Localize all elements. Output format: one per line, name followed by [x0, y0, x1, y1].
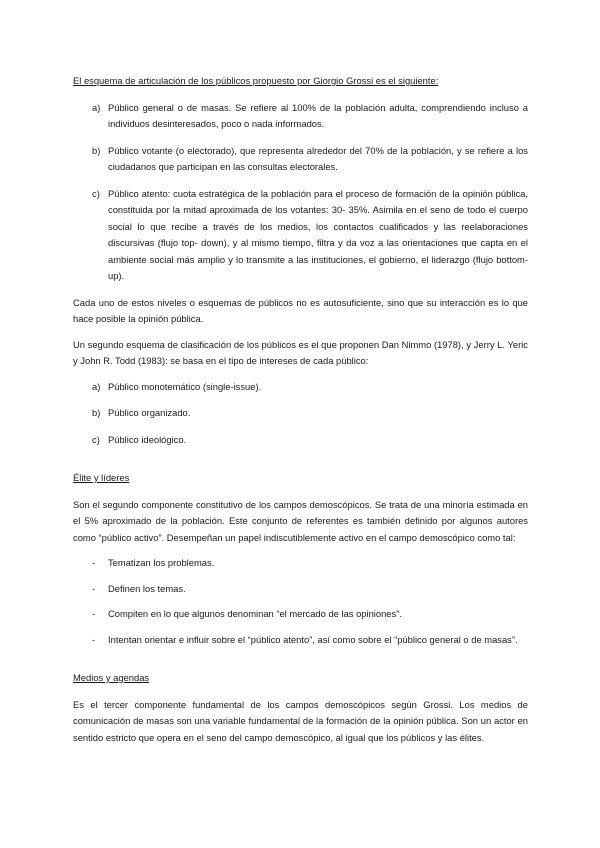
list-item — [73, 606, 528, 623]
list-item-text: Intentan orientar e influir sobre el “público atento”, así como sobre el “público general o de masas”. — [108, 633, 518, 645]
dash-marker: - — [92, 633, 96, 645]
elite-actions-list — [73, 555, 528, 648]
list-marker: a) — [92, 101, 101, 113]
list-marker: b) — [92, 144, 101, 156]
list-marker: b) — [92, 407, 101, 418]
publics-list — [73, 100, 528, 285]
interests-list — [73, 379, 528, 449]
paragraph: Un segundo esquema de clasificación de los públicos es el que proponen Dan Nimmo (1978), y Jerry L. Yeric y John R. Todd (1983): se basa en el tipo de intereses de cada público: — [73, 338, 528, 366]
list-item — [73, 632, 528, 649]
list-item-text: Tematizan los problemas. — [108, 557, 215, 568]
list-marker: a) — [92, 380, 101, 392]
list-item-text: Compiten en lo que algunos denominan “el mercado de las opiniones”. — [108, 608, 402, 619]
list-item — [73, 432, 528, 449]
section2-heading: Élite y líderes — [73, 472, 130, 483]
list-marker: c) — [92, 187, 100, 199]
list-item-text: Definen los temas. — [108, 582, 186, 594]
dash-marker: - — [92, 557, 96, 568]
list-item — [73, 100, 528, 133]
dash-marker: - — [92, 582, 96, 594]
list-item-text: Público ideológico. — [108, 433, 187, 445]
list-marker: c) — [92, 433, 100, 445]
section3-heading: Medios y agendas — [73, 672, 150, 683]
list-item-text: Público atento: cuota estratégica de la población para el proceso de formación de la opinión pública, constituida por la mitad aproximada de los votantes: 30- 35%. Asimila en el seno de todo el cuerpo social lo que recibe a través de los medios, los contactos cualificados y las reelaboraciones discursivas (flujo top- down), y al mismo tiempo, filtra y da voz a las orientaciones que capta en el ambiente social más amplio y lo transmite a las instituciones, el gobierno, el liderazgo (flujo bottom-up). — [108, 187, 528, 281]
list-item — [73, 555, 528, 572]
paragraph: Son el segundo componente constitutivo de los campos demoscópicos. Se trata de una minoría estimada en el 5% aproximado de la población. Este conjunto de referentes es también definido por algunos autores como “público activo”. Desempeñan un papel indiscutiblemente activo en el campo demoscópico como tal: — [73, 498, 528, 543]
paragraph: Es el tercer componente fundamental de los campos demoscópicos según Grossi. Los medios de comunicación de masas son una variable fundamental de la formación de la opinión pública. Son un actor en sentido estricto que opera en el seno del campo demoscópico, al igual que los públicos y las élites. — [73, 698, 528, 743]
list-item-text: Público votante (o electorado), que representa alrededor del 70% de la población, y se refiere a los ciudadanos que participan en las consultas electorales. — [108, 144, 528, 172]
list-item — [73, 379, 528, 396]
list-item-text: Público general o de masas. Se refiere al 100% de la población adulta, comprendiendo incluso a individuos desinteresados, poco o nada informados. — [108, 101, 528, 129]
dash-marker: - — [92, 608, 96, 619]
paragraph: Cada uno de estos niveles o esquemas de públicos no es autosuficiente, sino que su interacción es lo que hace posible la opinión pública. — [73, 296, 528, 324]
list-item — [73, 143, 528, 176]
list-item-text: Público organizado. — [108, 407, 191, 418]
list-item — [73, 186, 528, 285]
list-item-text: Público monotemático (single-issue). — [108, 380, 262, 392]
list-item — [73, 405, 528, 422]
list-item — [73, 581, 528, 598]
section1-heading: El esquema de articulación de los públicos propuesto por Giorgio Grossi es el siguiente: — [73, 75, 439, 86]
